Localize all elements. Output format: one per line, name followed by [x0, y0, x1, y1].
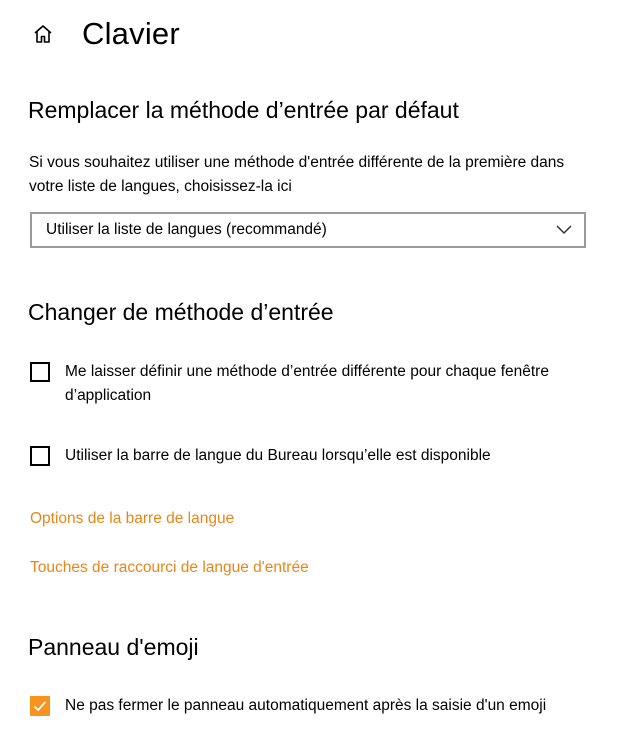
input-method-dropdown[interactable] — [30, 212, 586, 248]
emoji-panel-checkbox-row[interactable] — [30, 694, 625, 718]
language-bar-label: Utiliser la barre de langue du Bureau lorsqu’elle est disponible — [65, 447, 491, 464]
dropdown-value: Utiliser la liste de langues (recommandé) — [46, 221, 327, 238]
emoji-panel-checkbox[interactable] — [30, 696, 50, 716]
per-app-input-checkbox[interactable] — [30, 362, 50, 382]
input-hotkeys-link[interactable]: Touches de raccourci de langue d'entrée — [30, 559, 309, 576]
home-button[interactable] — [28, 19, 58, 49]
page-title: Clavier — [82, 16, 180, 51]
default-input-description: Si vous souhaitez utiliser une méthode d'entrée différente de la première dans votre liste de langues, choisissez-la ici — [29, 154, 565, 195]
per-app-input-label: Me laisser définir une méthode d’entrée différente pour chaque fenêtre d’application — [65, 363, 549, 404]
language-bar-checkbox-row[interactable] — [30, 444, 595, 468]
chevron-down-icon — [554, 224, 574, 236]
checkmark-icon — [32, 698, 48, 714]
section-title-default-input: Remplacer la méthode d’entrée par défaut — [28, 97, 459, 123]
home-icon — [32, 23, 54, 45]
language-bar-options-link[interactable]: Options de la barre de langue — [30, 510, 235, 527]
per-app-input-checkbox-row[interactable] — [30, 360, 595, 408]
page-header — [28, 12, 180, 56]
language-bar-checkbox[interactable] — [30, 446, 50, 466]
emoji-panel-label: Ne pas fermer le panneau automatiquement après la saisie d'un emoji — [65, 697, 547, 714]
section-title-switch-input: Changer de méthode d’entrée — [28, 299, 334, 325]
section-title-emoji: Panneau d'emoji — [28, 634, 199, 660]
